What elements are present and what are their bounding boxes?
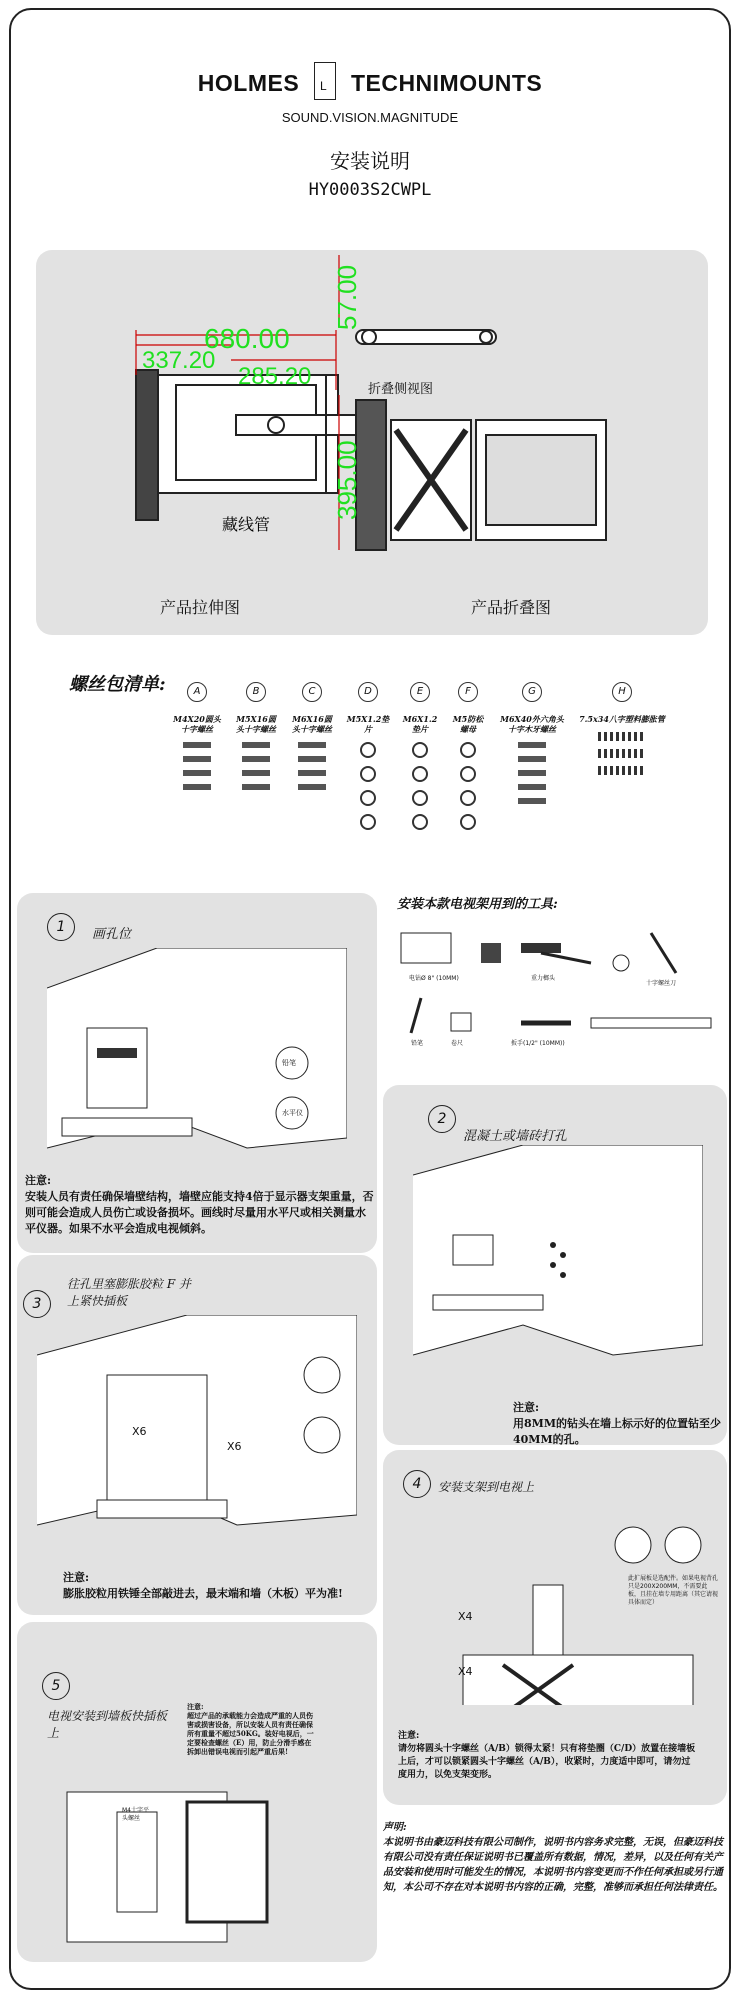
part-icon [183,784,211,790]
step-4-x4a: X4 [458,1610,473,1623]
part-icon [412,790,428,806]
dim-680: 680.00 [204,323,290,354]
step-1-note: 注意: 安装人员有责任确保墙壁结构，墙壁应能支持4倍于显示器支架重量，否则可能会造成人员伤亡或设备损坏。画线时尽量用水平尺或相关测量水平仪器。如果不水平会造成电视倾斜。 [25,1174,374,1235]
part-letter: H [612,682,632,702]
part-a [171,682,223,790]
step-4-panel [383,1450,727,1805]
step-5-label: M4十字平头螺丝 [122,1807,149,1822]
slogan: SOUND.VISION.MAGNITUDE [281,110,459,125]
part-icon [242,770,270,776]
dim-337: 337.20 [142,347,216,374]
part-name: M6X1.2垫片 [402,714,438,734]
part-icon [298,756,326,762]
part-f [449,682,487,830]
step-2-panel [383,1085,727,1445]
part-icon [242,742,270,748]
part-e [401,682,439,830]
tool-wrench: 扳手(1/2" (10MM)) [511,1040,565,1047]
part-name: M5X16圆头十字螺丝 [236,714,276,734]
step-2-number: 2 [428,1105,456,1133]
part-g [497,682,567,804]
part-icon [598,749,646,758]
part-icon [518,770,546,776]
part-letter: A [187,682,207,702]
label-folded: 产品折叠图 [471,598,552,617]
part-icon [518,798,546,804]
part-name: M6X40外六角头十字木牙螺丝 [500,714,564,734]
part-name: M4X20圆头十字螺丝 [173,714,221,734]
part-icon [460,766,476,782]
part-name: 7.5x34八字塑料膨胀管 [579,714,665,724]
part-icon [242,756,270,762]
dimension-drawing [36,250,708,635]
part-name: M5X1.2垫片 [346,714,390,734]
part-icon [360,766,376,782]
step-3-x6a: X6 [132,1425,147,1438]
step-4-note: 注意: 请勿将圆头十字螺丝（A/B）锁得太紧！只有将垫圈（C/D）放置在接墙板上后，才可以锁紧圆头十字螺丝（A/B），收紧时，力度适中即可，请勿过度用力，以免支架变形。 [398,1731,696,1780]
part-icon [412,814,428,830]
part-letter: G [522,682,542,702]
part-icon [460,742,476,758]
dim-285: 285.20 [238,363,312,390]
dim-395: 395.00 [332,440,362,520]
part-icon [360,814,376,830]
part-icon [183,756,211,762]
part-icon [298,742,326,748]
label-extended: 产品拉伸图 [160,598,241,617]
page-title: 安装说明 [330,149,410,173]
step-3-note: 注意: 膨胀胶粒用铁锤全部敲进去，最末端和墙（木板）平为准! [63,1571,343,1600]
step-3-panel [17,1255,377,1615]
part-icon [518,742,546,748]
model-number: HY0003S2CWPL [308,180,432,200]
tool-tape: 卷尺 [451,1040,464,1047]
part-name: M6X16圆头十字螺丝 [292,714,332,734]
part-icon [298,784,326,790]
step-1-number: 1 [47,913,75,941]
parts-list [171,682,665,862]
disclaimer [383,1820,723,1895]
part-letter: B [246,682,266,702]
step-3-title: 往孔里塞膨胀胶粒 F 并上紧快插板 [67,1277,191,1308]
part-icon [598,766,646,775]
step-5-panel [17,1622,377,1962]
step-5-note: 注意: 超过产品的承载能力会造成严重的人员伤害或损害设备，所以安装人员有责任确保所有重量不超过50KG。装好电视后，一定要检查螺丝（E）用，防止分滑手感在拆卸出错误电视而引起严重后果! [187,1702,314,1756]
part-b [233,682,279,790]
part-letter: E [410,682,430,702]
part-icon [518,784,546,790]
part-icon [298,770,326,776]
disclaimer-head: 声明: [383,1822,407,1833]
part-d [345,682,391,830]
part-icon [360,742,376,758]
step-1-title: 画孔位 [92,927,132,942]
step-5-illustration [37,1762,357,1952]
dimension-panel [36,250,708,635]
part-name: M5防松螺母 [452,714,484,734]
tool-screwdriver: 十字螺丝刀 [646,980,677,987]
brand-left: HOLMES [197,70,300,97]
tools-section [391,893,731,1083]
tool-level-label: 水平仪 [282,1109,303,1117]
part-icon [518,756,546,762]
instruction-sheet [9,8,731,1990]
tool-pencil-label: 铅笔 [282,1059,296,1067]
parts-title: 螺丝包清单: [69,674,166,695]
tool-hammer: 重力榔头 [531,975,556,982]
brand-right: TECHNIMOUNTS [350,70,543,97]
part-letter: D [358,682,378,702]
step-4-x4b: X4 [458,1665,473,1678]
brand-logo [11,66,729,104]
folded-front-drawing [356,400,606,550]
part-icon [183,770,211,776]
part-icon [460,814,476,830]
part-icon [242,784,270,790]
step-5-title: 电视安装到墙板快插板上 [47,1709,168,1740]
step-2-note: 注意: 用8MM的钻头在墙上标示好的位置钻至少40MM的孔。 [513,1401,722,1446]
folded-side-drawing [356,330,496,344]
part-icon [412,742,428,758]
step-2-illustration [413,1145,703,1365]
step-2-title: 混凝土或墙砖打孔 [463,1129,568,1144]
part-icon [360,790,376,806]
step-4-number: 4 [403,1470,431,1498]
step-4-side-note: 此扩展板是选配件。如果电视背孔只是200X200MM，不需要此板，且挂在墙专用距离（其它请视具体而定） [628,1575,719,1606]
tool-pencil: 铅笔 [411,1040,424,1047]
label-fold-side: 折叠侧视图 [368,382,434,397]
step-3-illustration [37,1315,357,1545]
part-icon [598,732,646,741]
disclaimer-text: 本说明书由豪迈科技有限公司制作，说明书内容务求完整，无误，但豪迈科技有限公司没有责任保证说明书已覆盖所有数据，情况，差异，以及任何有关产品安装和使用时可能发生的情况，本说明书内容变更而不作任何承担或另行通知，本公司不存在对本说明书内容的正确，完整，准够而承担任何法律责任。 [383,1837,723,1893]
step-4-title: 安装支架到电视上 [438,1480,535,1494]
tools-title: 安装本款电视架用到的工具: [397,897,558,912]
part-h [577,682,667,775]
part-icon [183,742,211,748]
step-1-panel [17,893,377,1253]
part-c [289,682,335,790]
tools-illustration [391,923,731,1043]
part-letter: C [302,682,322,702]
step-1-illustration [47,948,347,1168]
part-icon [412,766,428,782]
part-letter: F [458,682,478,702]
step-3-number: 3 [23,1290,51,1318]
tool-drill: 电钻Ø 8" (10MM) [409,975,459,982]
dim-57: 57.00 [332,264,362,330]
label-cable: 藏线管 [222,515,271,534]
step-5-number: 5 [42,1672,70,1700]
step-3-x6b: X6 [227,1440,242,1453]
logo-mark-icon: L [314,62,336,100]
part-icon [460,790,476,806]
